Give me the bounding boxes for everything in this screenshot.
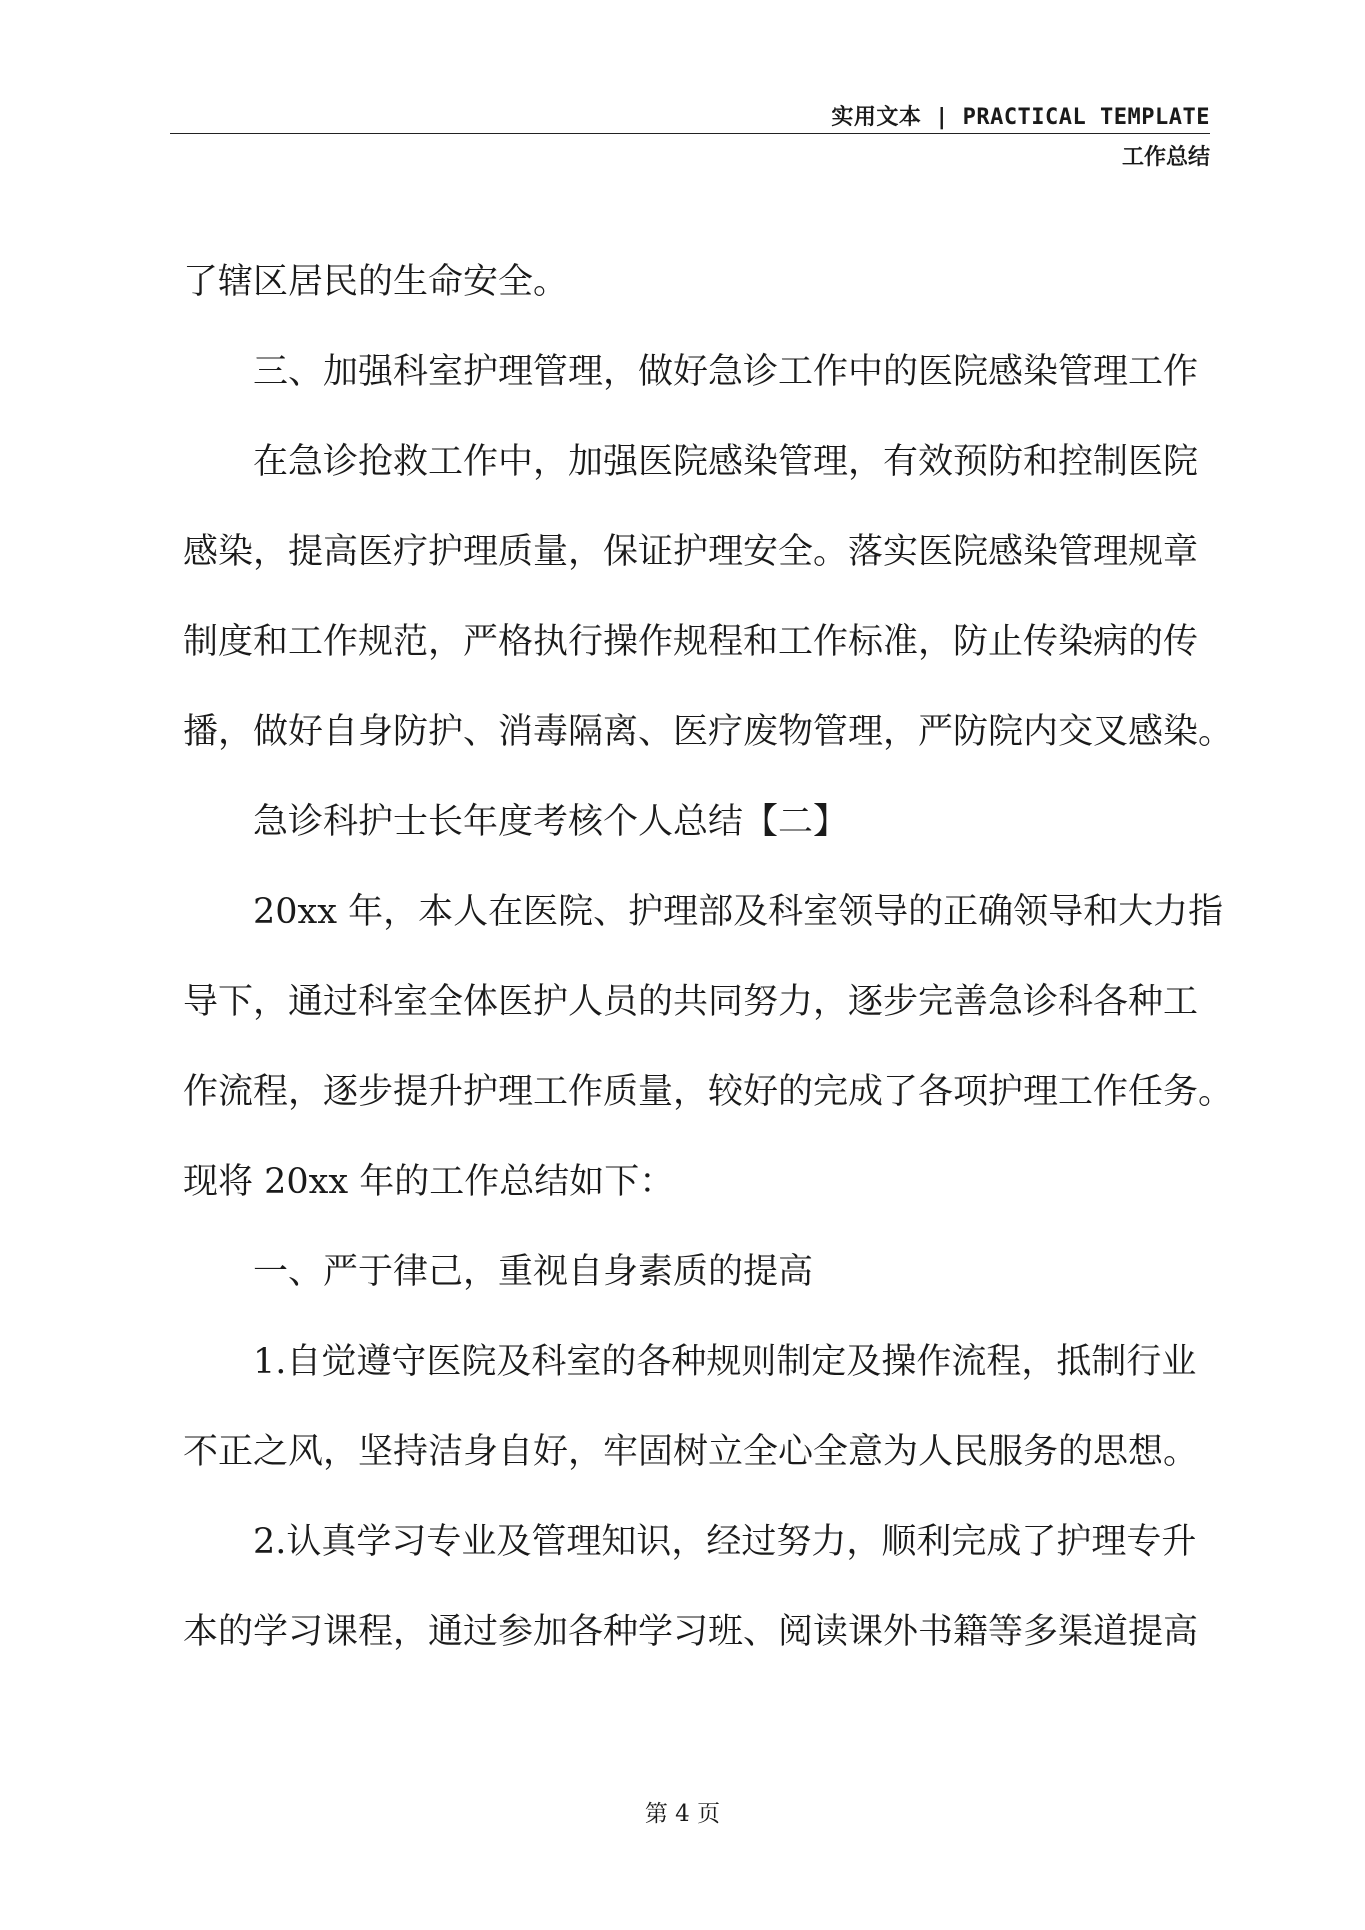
text-line: 了辖区居民的生命安全。 xyxy=(183,262,569,302)
text-line: 在急诊抢救工作中，加强医院感染管理，有效预防和控制医院 xyxy=(253,442,1199,482)
header-divider xyxy=(170,133,1210,134)
text-line: 2.认真学习专业及管理知识，经过努力，顺利完成了护理专升 xyxy=(253,1522,1197,1562)
text-line: 本的学习课程，通过参加各种学习班、阅读课外书籍等多渠道提高 xyxy=(183,1612,1199,1652)
text-line: 不正之风，坚持洁身自好，牢固树立全心全意为人民服务的思想。 xyxy=(183,1432,1199,1472)
text-line: 导下，通过科室全体医护人员的共同努力，逐步完善急诊科各种工 xyxy=(183,982,1199,1022)
header-subtitle: 工作总结 xyxy=(1121,145,1210,170)
page-number: 第 4 页 xyxy=(644,1801,721,1827)
text-line: 现将 20xx 年的工作总结如下： xyxy=(183,1162,675,1202)
text-line: 制度和工作规范，严格执行操作规程和工作标准，防止传染病的传 xyxy=(183,622,1199,662)
text-line: 感染，提高医疗护理质量，保证护理安全。落实医院感染管理规章 xyxy=(183,532,1199,572)
page-header xyxy=(170,100,1210,180)
section-title: 急诊科护士长年度考核个人总结【二】 xyxy=(253,802,849,842)
text-line: 20xx 年，本人在医院、护理部及科室领导的正确领导和大力指 xyxy=(253,892,1224,932)
header-title: 实用文本 | PRACTICAL TEMPLATE xyxy=(831,105,1210,130)
text-line: 1.自觉遵守医院及科室的各种规则制定及操作流程，抵制行业 xyxy=(253,1342,1197,1382)
text-line: 播，做好自身防护、消毒隔离、医疗废物管理，严防院内交叉感染。 xyxy=(183,712,1234,752)
section-heading: 三、加强科室护理管理，做好急诊工作中的医院感染管理工作 xyxy=(253,352,1199,392)
document-body xyxy=(183,252,1234,1692)
text-line: 作流程，逐步提升护理工作质量，较好的完成了各项护理工作任务。 xyxy=(183,1072,1234,1112)
section-heading: 一、严于律己，重视自身素质的提高 xyxy=(253,1252,814,1292)
